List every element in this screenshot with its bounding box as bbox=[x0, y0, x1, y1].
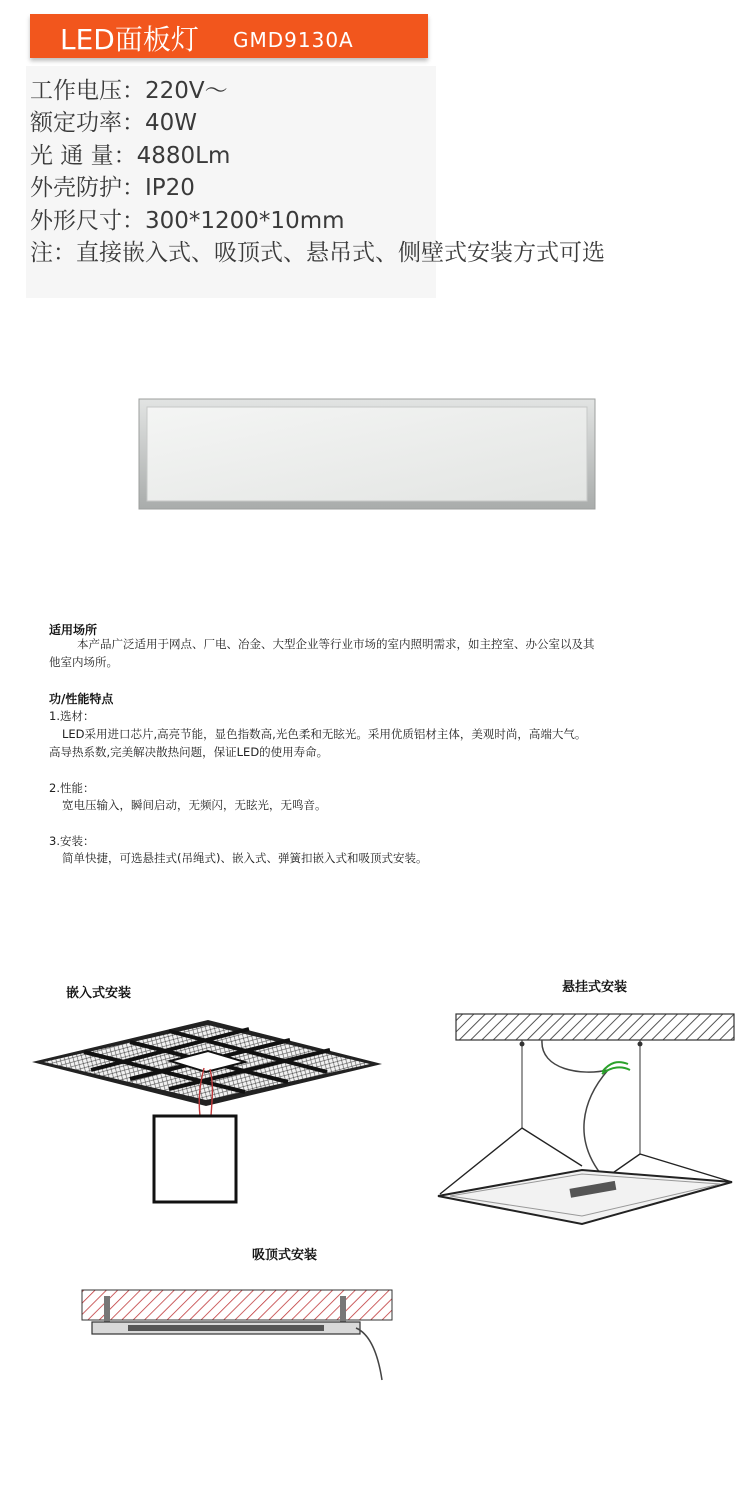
performance-line-1: 宽电压输入，瞬间启动，无频闪，无眩光，无鸣音。 bbox=[62, 798, 327, 812]
spec-luminous-flux: 光 通 量：4880Lm bbox=[30, 143, 231, 169]
square-panel bbox=[154, 1116, 236, 1202]
features-title: 功/性能特点 bbox=[49, 692, 114, 706]
material-title: 1.选材： bbox=[49, 709, 95, 723]
material-line-2: 高导热系数,完美解决散热问题，保证LED的使用寿命。 bbox=[49, 745, 329, 759]
spec-protection: 外壳防护：IP20 bbox=[30, 175, 195, 201]
ceiling-install-label: 吸顶式安装 bbox=[252, 1248, 318, 1263]
ceiling-power-cord bbox=[356, 1328, 382, 1380]
ceiling-install-diagram bbox=[78, 1284, 398, 1384]
suspended-panel bbox=[438, 1170, 732, 1224]
performance-title: 2.性能： bbox=[49, 781, 95, 795]
embedded-install-diagram bbox=[30, 1012, 390, 1212]
spec-voltage: 工作电压：220V～ bbox=[30, 78, 228, 104]
material-line-1: LED采用进口芯片,高亮节能，显色指数高,光色柔和无眩光。采用优质铝材主体，美观时尚，高端大气。 bbox=[62, 727, 587, 741]
application-line-2: 他室内场所。 bbox=[49, 655, 118, 669]
suspended-install-diagram bbox=[432, 1010, 738, 1232]
install-line-1: 简单快捷，可选悬挂式(吊绳式)、嵌入式、弹簧扣嵌入式和吸顶式安装。 bbox=[62, 851, 428, 865]
suspended-install-label: 悬挂式安装 bbox=[562, 980, 628, 995]
green-wires bbox=[602, 1062, 630, 1074]
power-cord bbox=[542, 1040, 608, 1178]
ceiling-slab bbox=[456, 1014, 734, 1040]
model-number: GMD9130A bbox=[233, 28, 354, 52]
led-panel-image bbox=[138, 398, 596, 510]
install-title: 3.安装： bbox=[49, 834, 95, 848]
embedded-install-label: 嵌入式安装 bbox=[66, 986, 132, 1001]
application-line-1: 本产品广泛适用于网点、厂电、冶金、大型企业等行业市场的室内照明需求，如主控室、办公室以及其 bbox=[77, 637, 595, 651]
title-banner bbox=[30, 14, 428, 58]
product-title: LED面板灯 bbox=[60, 23, 199, 56]
application-title: 适用场所 bbox=[49, 623, 98, 637]
spec-dimensions: 外形尺寸：300*1200*10mm bbox=[30, 208, 345, 234]
spec-power: 额定功率：40W bbox=[30, 110, 198, 136]
spec-note: 注：直接嵌入式、吸顶式、悬吊式、侧壁式安装方式可选 bbox=[30, 240, 605, 266]
